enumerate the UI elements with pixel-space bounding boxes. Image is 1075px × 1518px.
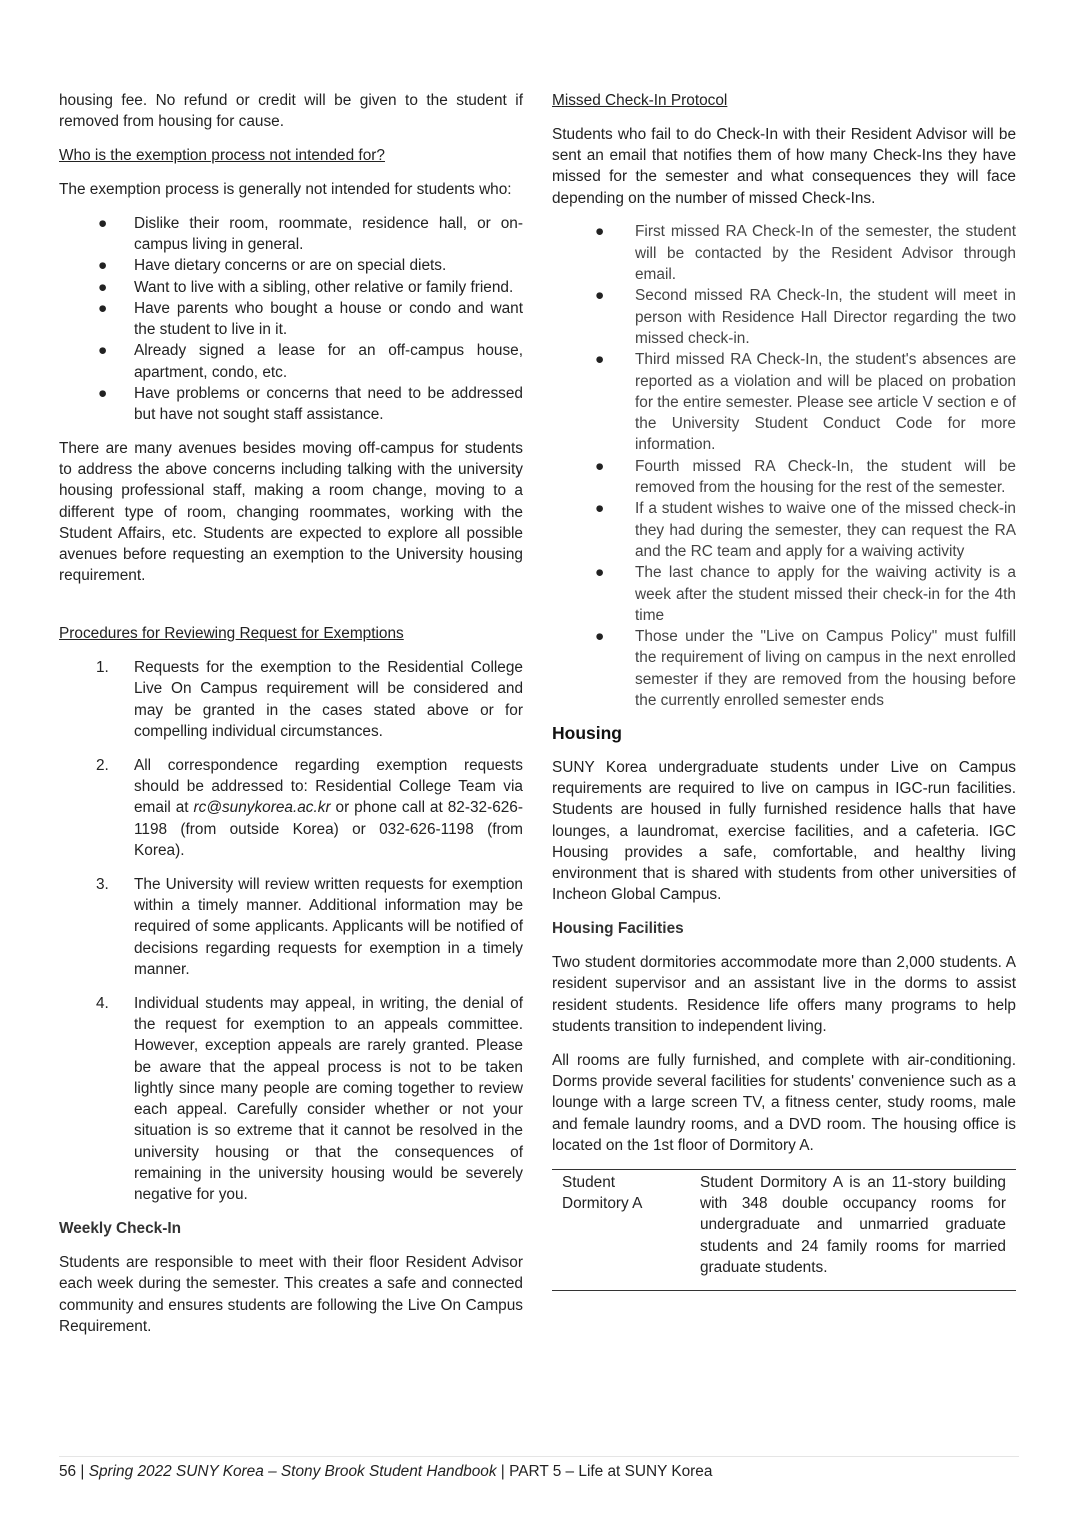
table-row: [552, 1169, 1016, 1290]
bullet-icon: ●: [595, 457, 605, 475]
bullet-icon: ●: [595, 223, 605, 241]
list-item: ● Have problems or concerns that need to be addressed but have not sought staff assistance.: [98, 385, 523, 424]
list-item: ● Already signed a lease for an off-campus house, apartment, condo, etc.: [98, 342, 523, 381]
email-link[interactable]: rc@sunykorea.ac.kr: [193, 799, 331, 817]
bullet-icon: ●: [98, 385, 108, 403]
paragraph-housing: SUNY Korea undergraduate students under Live on Campus requirements are required to live on campus in IGC-run facilities. Students are housed in fully furnished residence halls that have lounges, a laundromat, exercise facilities, and a cafeteria. IGC Housing provides a safe, comfortable, and healthy living environment that is shared with students from other universities of Incheon Global Campus.: [552, 758, 1016, 904]
bullet-icon: ●: [595, 564, 605, 582]
missed-check-in-list: [552, 221, 1016, 711]
list-item: ● Have dietary concerns or are on special diets.: [59, 255, 523, 276]
list-item: ● Have parents who bought a house or condo and want the student to live in it.: [98, 299, 523, 339]
left-column: [59, 90, 523, 1350]
bullet-icon: ●: [98, 257, 108, 275]
heading-housing-facilities: Housing Facilities: [552, 920, 684, 938]
paragraph-missed-check-in: Students who fail to do Check-In with their Resident Advisor will be sent an email that notifies them of how many Check-Ins they have missed for the semester and what consequences they will face depending on the number of missed Check-Ins.: [552, 125, 1016, 207]
right-column: [552, 90, 1016, 1291]
list-item: ● Second missed RA Check-In, the student will meet in person with Residence Hall Director regarding the two missed check-in.: [595, 287, 1016, 347]
heading-not-intended: Who is the exemption process not intended for?: [59, 147, 385, 165]
footer-divider: [59, 1456, 1019, 1457]
list-item: ● The last chance to apply for the waiving activity is a week after the student missed their check-in for the 4th time: [595, 564, 1016, 624]
heading-missed-check-in: Missed Check-In Protocol: [552, 92, 728, 109]
dormitory-table: [552, 1169, 1016, 1291]
part-title: PART 5 – Life at SUNY Korea: [509, 1463, 713, 1480]
paragraph-exemption-intro: The exemption process is generally not intended for students who:: [59, 180, 512, 198]
procedures-list: [59, 657, 523, 1206]
table-cell-label: Student Dormitory A: [562, 1173, 643, 1212]
bullet-icon: ●: [595, 628, 605, 646]
list-item: ● Third missed RA Check-In, the student's absences are reported as a violation and will be placed on probation for the entire semester. Please see article V section e of the University Student Conduct Code for more information.: [595, 351, 1016, 454]
heading-procedures: Procedures for Reviewing Request for Exemptions: [59, 625, 404, 643]
list-item: ● Dislike their room, roommate, residence hall, or on-campus living in general.: [98, 214, 523, 253]
list-item: 1. Requests for the exemption to the Residential College Live On Campus requirement will be considered and may be granted in the cases stated above or for compelling individual circumstances.: [96, 659, 523, 740]
list-item: ● First missed RA Check-In of the semester, the student will be contacted by the Resident Advisor through email.: [595, 223, 1016, 284]
bullet-icon: ●: [98, 214, 108, 232]
list-item: 2. All correspondence regarding exemption requests should be addressed to: Residential College Team via email at rc@sunykorea.ac.kr or phone call at 82-32-626-1198 (from outside Korea) or 032-626-1198 (from Korea).: [96, 756, 523, 859]
list-item: ● If a student wishes to waive one of the missed check-in they had during the semester, they can request the RA and the RC team and apply for a waiving activity: [595, 500, 1016, 560]
heading-weekly-check-in: Weekly Check-In: [59, 1220, 182, 1238]
bullet-icon: ●: [98, 278, 108, 296]
not-intended-list: [59, 213, 523, 426]
bullet-icon: ●: [595, 351, 605, 369]
page-footer: 56 | Spring 2022 SUNY Korea – Stony Brook Student Handbook | PART 5 – Life at SUNY Korea: [59, 1463, 713, 1480]
paragraph-housing-fee: housing fee. No refund or credit will be given to the student if removed from housing for cause.: [59, 92, 523, 131]
paragraph-weekly-check-in: Students are responsible to meet with their floor Resident Advisor each week during the semester. This creates a safe and connected community and ensures students are following the Live On Campus Requirement.: [59, 1253, 523, 1335]
bullet-icon: ●: [98, 342, 108, 360]
handbook-title: Spring 2022 SUNY Korea – Stony Brook Student Handbook: [88, 1463, 497, 1480]
paragraph-rooms: All rooms are fully furnished, and complete with air-conditioning. Dorms provide several facilities for students' convenience such as a lounge with a large screen TV, a fitness center, study rooms, male and female laundry rooms, and a DVD room. The housing office is located on the 1st floor of Dormitory A.: [552, 1051, 1016, 1154]
list-item: ● Fourth missed RA Check-In, the student will be removed from the housing for the rest of the semester.: [595, 457, 1016, 497]
table-cell-description: Student Dormitory A is an 11-story building with 348 double occupancy rooms for undergraduate and unmarried graduate students and 24 family rooms for married graduate students.: [700, 1173, 1006, 1276]
list-item: 3. The University will review written requests for exemption within a timely manner. Additional information may be required of some applicants. Applicants will be notified of decisions regarding requests for exemption in a timely manner.: [96, 875, 523, 978]
paragraph-dormitories: Two student dormitories accommodate more than 2,000 students. A resident supervisor and an assistant live in the dorms to assist resident students. Residence life offers many programs to help students transition to independent living.: [552, 953, 1016, 1035]
bullet-icon: ●: [595, 500, 605, 518]
page-number: 56: [59, 1463, 77, 1480]
paragraph-avenues: There are many avenues besides moving off-campus for students to address the above concerns including talking with the university housing professional staff, making a room change, moving to a different type of room, changing roommates, working with the Student Affairs, etc. Students are expected to explore all possible avenues before requesting an exemption to the University housing requirement.: [59, 439, 523, 585]
list-item: ● Want to live with a sibling, other relative or family friend.: [59, 277, 523, 298]
list-item: ● Those under the "Live on Campus Policy" must fulfill the requirement of living on campus in the next enrolled semester if they are removed from the housing before the currently enrolled semester ends: [595, 628, 1016, 710]
heading-housing: Housing: [552, 723, 622, 744]
bullet-icon: ●: [595, 287, 605, 305]
list-item: 4. Individual students may appeal, in writing, the denial of the request for exemption to an appeals committee. However, exception appeals are rarely granted. Please be aware that the appeal process is not to be taken lightly since many people are coming together to review each appeal. Carefully consider whether or not your situation is so extreme that it cannot be resolved in the university housing or that the consequences of remaining in the university housing would be severely negative for you.: [96, 994, 523, 1204]
bullet-icon: ●: [98, 299, 108, 317]
